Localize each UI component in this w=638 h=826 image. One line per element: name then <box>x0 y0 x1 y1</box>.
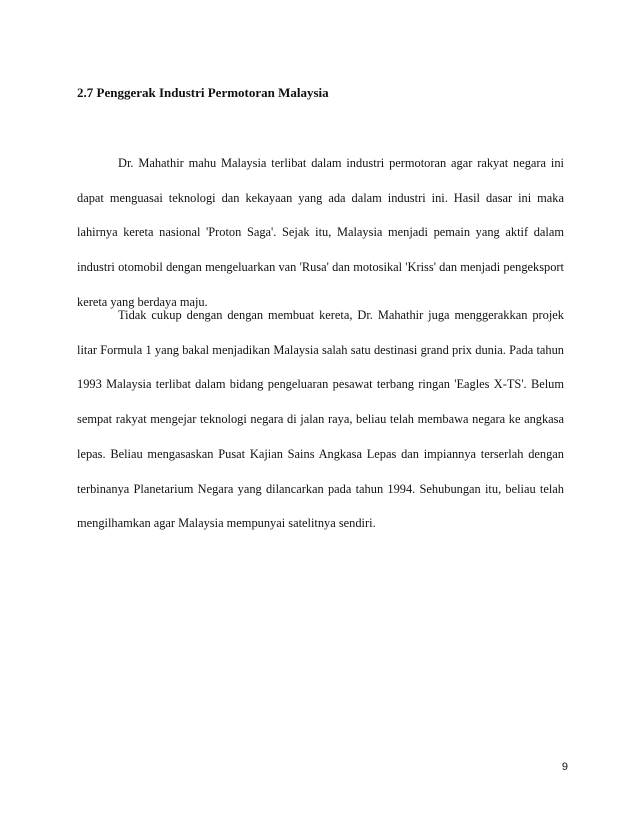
page-number: 9 <box>561 761 568 773</box>
section-heading: 2.7 Penggerak Industri Permotoran Malaysia <box>77 85 329 100</box>
paragraph-2: Tidak cukup dengan dengan membuat kereta, Dr. Mahathir juga menggerakkan projek litar Formula 1 yang bakal menjadikan Malaysia salah satu destinasi grand prix dunia. Pada tahun 1993 Malaysia terlibat dalam bidang pengeluaran pesawat terbang ringan 'Eagles X-TS'. Belum sempat rakyat mengejar teknologi negara di jalan raya, beliau telah membawa negara ke angkasa lepas. Beliau mengasaskan Pusat Kajian Sains Angkasa Lepas dan impiannya terserlah dengan terbinanya Planetarium Negara yang dilancarkan pada tahun 1994. Sehubungan itu, beliau telah mengilhamkan agar Malaysia mempunyai satelitnya sendiri. <box>77 308 564 531</box>
paragraph-1: Dr. Mahathir mahu Malaysia terlibat dalam industri permotoran agar rakyat negara ini dapat menguasai teknologi dan kekayaan yang ada dalam industri ini. Hasil dasar ini maka lahirnya kereta nasional 'Proton Saga'. Sejak itu, Malaysia menjadi pemain yang aktif dalam industri otomobil dengan mengeluarkan van 'Rusa' dan motosikal 'Kriss' dan menjadi pengeksport kereta yang berdaya maju. <box>77 156 564 309</box>
